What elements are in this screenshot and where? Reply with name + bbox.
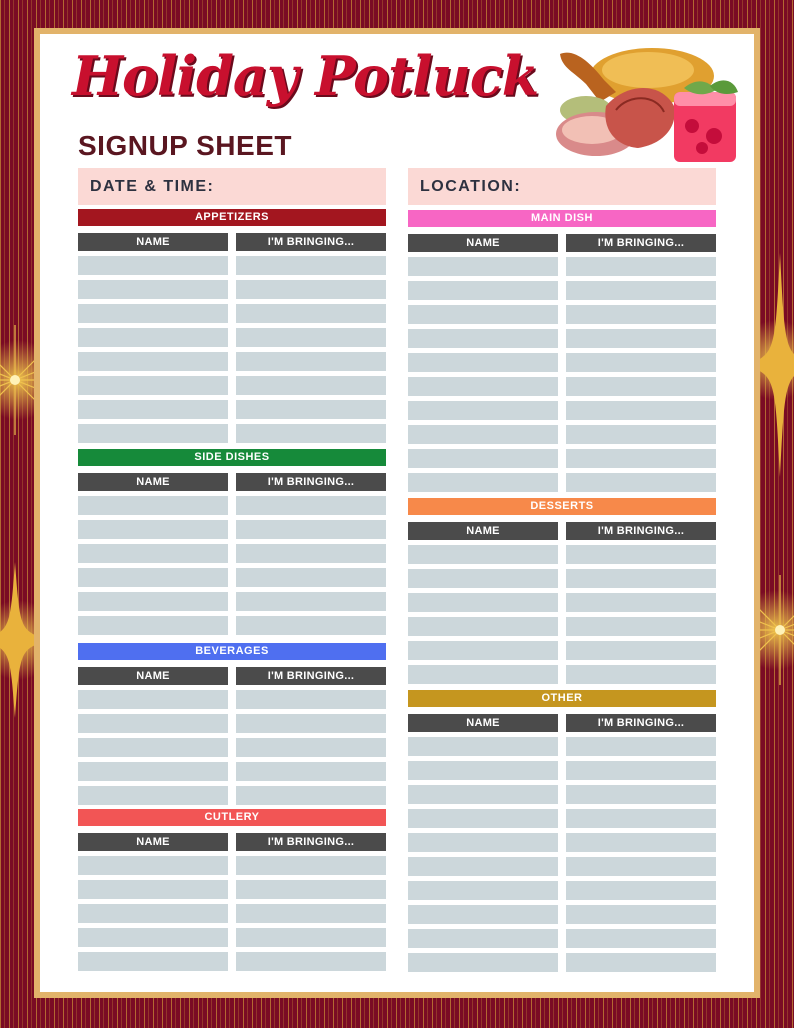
- name-cell: [78, 786, 228, 805]
- signup-row: [408, 761, 716, 780]
- name-input[interactable]: [408, 764, 558, 783]
- signup-row: [408, 329, 716, 348]
- bringing-input[interactable]: [236, 595, 386, 614]
- name-input[interactable]: [408, 596, 558, 615]
- column-headers: [408, 234, 716, 252]
- name-cell: [408, 665, 558, 684]
- name-cell: [78, 304, 228, 323]
- bringing-input[interactable]: [566, 812, 716, 831]
- name-input[interactable]: [78, 595, 228, 614]
- bringing-cell: [566, 857, 716, 876]
- name-input[interactable]: [78, 259, 228, 278]
- name-input[interactable]: [78, 765, 228, 784]
- name-cell: [78, 544, 228, 563]
- column-headers: [78, 833, 386, 851]
- bringing-input[interactable]: [236, 619, 386, 638]
- signup-row: [78, 424, 386, 443]
- other-rows: [408, 737, 716, 972]
- page-title: Holiday Potluck: [72, 44, 539, 108]
- main-dish-header: MAIN DISH: [408, 210, 716, 227]
- column-headers: [408, 714, 716, 732]
- name-cell: [408, 257, 558, 276]
- signup-row: [408, 881, 716, 900]
- name-cell: [408, 545, 558, 564]
- bringing-cell: [236, 592, 386, 611]
- bringing-input[interactable]: [236, 379, 386, 398]
- side-dishes-header: SIDE DISHES: [78, 449, 386, 466]
- name-input[interactable]: [78, 283, 228, 302]
- column-headers: [78, 473, 386, 491]
- name-input[interactable]: [408, 356, 558, 375]
- page-subtitle: SIGNUP SHEET: [78, 130, 292, 161]
- name-cell: [408, 953, 558, 972]
- appetizers-header: APPETIZERS: [78, 209, 386, 226]
- bringing-input[interactable]: [566, 332, 716, 351]
- bringing-cell: [566, 809, 716, 828]
- bringing-cell: [566, 353, 716, 372]
- name-input[interactable]: [408, 308, 558, 327]
- bringing-input[interactable]: [566, 644, 716, 663]
- bringing-input[interactable]: [566, 428, 716, 447]
- bringing-input[interactable]: [236, 859, 386, 878]
- bringing-cell: [236, 304, 386, 323]
- bringing-input[interactable]: [566, 596, 716, 615]
- signup-row: [78, 280, 386, 299]
- signup-row: [78, 856, 386, 875]
- bringing-input[interactable]: [566, 452, 716, 471]
- cutlery-header: CUTLERY: [78, 809, 386, 826]
- bringing-input[interactable]: [566, 956, 716, 975]
- bringing-input[interactable]: [566, 284, 716, 303]
- bringing-input[interactable]: [236, 931, 386, 950]
- name-cell: [408, 329, 558, 348]
- bringing-input[interactable]: [566, 668, 716, 687]
- name-cell: [78, 376, 228, 395]
- name-cell: [78, 352, 228, 371]
- signup-row: [78, 714, 386, 733]
- signup-row: [408, 857, 716, 876]
- name-cell: [408, 857, 558, 876]
- name-input[interactable]: [78, 955, 228, 974]
- bringing-input[interactable]: [236, 355, 386, 374]
- bringing-cell: [566, 641, 716, 660]
- name-cell: [78, 952, 228, 971]
- bringing-cell: [566, 473, 716, 492]
- name-cell: [408, 377, 558, 396]
- other-header: OTHER: [408, 690, 716, 707]
- name-cell: [78, 714, 228, 733]
- desserts-rows: [408, 545, 716, 684]
- bringing-cell: [566, 785, 716, 804]
- name-input[interactable]: [408, 428, 558, 447]
- signup-row: [78, 544, 386, 563]
- signup-row: [78, 904, 386, 923]
- name-input[interactable]: [408, 740, 558, 759]
- name-cell: [78, 424, 228, 443]
- date-time-field[interactable]: DATE & TIME:: [78, 168, 386, 205]
- column-headers: [78, 667, 386, 685]
- name-input[interactable]: [408, 836, 558, 855]
- location-field[interactable]: LOCATION:: [408, 168, 716, 205]
- section-other: [408, 690, 716, 977]
- signup-row: [408, 785, 716, 804]
- bringing-cell: [236, 616, 386, 635]
- name-input[interactable]: [408, 956, 558, 975]
- name-cell: [78, 616, 228, 635]
- bringing-input[interactable]: [236, 693, 386, 712]
- bringing-input[interactable]: [566, 860, 716, 879]
- name-cell: [78, 568, 228, 587]
- name-input[interactable]: [78, 355, 228, 374]
- signup-row: [408, 545, 716, 564]
- bringing-input[interactable]: [236, 955, 386, 974]
- column-headers: [78, 233, 386, 251]
- signup-row: [408, 617, 716, 636]
- beverages-header: BEVERAGES: [78, 643, 386, 660]
- name-input[interactable]: [408, 476, 558, 495]
- name-cell: [78, 400, 228, 419]
- column-header-bringing: I'M BRINGING...: [236, 473, 386, 491]
- bringing-cell: [566, 833, 716, 852]
- name-cell: [78, 856, 228, 875]
- name-cell: [408, 425, 558, 444]
- signup-row: [408, 593, 716, 612]
- bringing-cell: [236, 568, 386, 587]
- signup-row: [78, 256, 386, 275]
- bringing-cell: [236, 280, 386, 299]
- bringing-cell: [566, 593, 716, 612]
- column-header-name: NAME: [408, 714, 558, 732]
- bringing-input[interactable]: [566, 380, 716, 399]
- bringing-input[interactable]: [566, 308, 716, 327]
- name-input[interactable]: [408, 332, 558, 351]
- signup-row: [408, 401, 716, 420]
- name-cell: [78, 520, 228, 539]
- name-input[interactable]: [78, 499, 228, 518]
- name-cell: [408, 449, 558, 468]
- signup-row: [78, 690, 386, 709]
- signup-row: [78, 762, 386, 781]
- name-cell: [78, 280, 228, 299]
- bringing-input[interactable]: [236, 547, 386, 566]
- name-input[interactable]: [408, 644, 558, 663]
- signup-row: [408, 473, 716, 492]
- signup-row: [408, 377, 716, 396]
- bringing-input[interactable]: [566, 764, 716, 783]
- bringing-cell: [566, 281, 716, 300]
- bringing-cell: [236, 256, 386, 275]
- bringing-cell: [236, 496, 386, 515]
- name-input[interactable]: [408, 284, 558, 303]
- bringing-cell: [236, 786, 386, 805]
- signup-row: [78, 928, 386, 947]
- bringing-input[interactable]: [566, 260, 716, 279]
- signup-row: [78, 738, 386, 757]
- name-input[interactable]: [408, 620, 558, 639]
- name-input[interactable]: [78, 403, 228, 422]
- name-input[interactable]: [408, 860, 558, 879]
- section-cutlery: [78, 809, 386, 976]
- bringing-cell: [566, 665, 716, 684]
- name-input[interactable]: [78, 693, 228, 712]
- name-input[interactable]: [408, 932, 558, 951]
- name-cell: [408, 905, 558, 924]
- name-cell: [78, 880, 228, 899]
- signup-row: [78, 352, 386, 371]
- name-cell: [408, 641, 558, 660]
- name-input[interactable]: [78, 907, 228, 926]
- bringing-cell: [236, 880, 386, 899]
- bringing-cell: [566, 881, 716, 900]
- bringing-input[interactable]: [236, 331, 386, 350]
- name-cell: [78, 928, 228, 947]
- bringing-cell: [566, 761, 716, 780]
- bringing-cell: [236, 690, 386, 709]
- bringing-cell: [236, 904, 386, 923]
- bringing-cell: [566, 953, 716, 972]
- signup-row: [78, 304, 386, 323]
- signup-row: [408, 449, 716, 468]
- name-cell: [408, 281, 558, 300]
- name-cell: [408, 617, 558, 636]
- bringing-input[interactable]: [236, 259, 386, 278]
- bringing-input[interactable]: [236, 403, 386, 422]
- section-beverages: [78, 643, 386, 810]
- bringing-input[interactable]: [566, 740, 716, 759]
- name-cell: [78, 690, 228, 709]
- signup-row: [408, 305, 716, 324]
- bringing-input[interactable]: [566, 572, 716, 591]
- bringing-input[interactable]: [236, 789, 386, 808]
- name-cell: [408, 737, 558, 756]
- desserts-header: DESSERTS: [408, 498, 716, 515]
- bringing-cell: [236, 952, 386, 971]
- name-input[interactable]: [78, 547, 228, 566]
- bringing-input[interactable]: [236, 765, 386, 784]
- bringing-cell: [236, 328, 386, 347]
- name-cell: [78, 256, 228, 275]
- bringing-cell: [566, 257, 716, 276]
- bringing-input[interactable]: [236, 307, 386, 326]
- signup-row: [408, 569, 716, 588]
- signup-row: [408, 953, 716, 972]
- name-cell: [408, 569, 558, 588]
- name-input[interactable]: [78, 741, 228, 760]
- name-cell: [408, 881, 558, 900]
- name-input[interactable]: [78, 331, 228, 350]
- name-input[interactable]: [408, 404, 558, 423]
- side-dishes-rows: [78, 496, 386, 635]
- name-cell: [78, 904, 228, 923]
- main-dish-rows: [408, 257, 716, 492]
- name-input[interactable]: [78, 883, 228, 902]
- signup-row: [78, 786, 386, 805]
- name-input[interactable]: [78, 379, 228, 398]
- bringing-input[interactable]: [236, 883, 386, 902]
- bringing-cell: [566, 905, 716, 924]
- column-header-name: NAME: [408, 522, 558, 540]
- column-header-bringing: I'M BRINGING...: [566, 522, 716, 540]
- signup-row: [408, 281, 716, 300]
- signup-row: [408, 809, 716, 828]
- name-input[interactable]: [408, 788, 558, 807]
- signup-row: [78, 376, 386, 395]
- bringing-input[interactable]: [236, 283, 386, 302]
- name-input[interactable]: [408, 668, 558, 687]
- bringing-cell: [566, 401, 716, 420]
- name-input[interactable]: [78, 619, 228, 638]
- bringing-input[interactable]: [236, 523, 386, 542]
- signup-row: [78, 592, 386, 611]
- name-input[interactable]: [408, 572, 558, 591]
- bringing-cell: [566, 329, 716, 348]
- name-input[interactable]: [408, 452, 558, 471]
- bringing-cell: [566, 617, 716, 636]
- signup-row: [408, 665, 716, 684]
- signup-row: [408, 833, 716, 852]
- bringing-input[interactable]: [566, 788, 716, 807]
- section-appetizers: [78, 209, 386, 448]
- name-cell: [78, 496, 228, 515]
- signup-row: [408, 257, 716, 276]
- name-cell: [408, 401, 558, 420]
- column-header-name: NAME: [78, 233, 228, 251]
- name-cell: [408, 833, 558, 852]
- bringing-input[interactable]: [236, 741, 386, 760]
- column-header-bringing: I'M BRINGING...: [236, 667, 386, 685]
- name-input[interactable]: [78, 931, 228, 950]
- bringing-cell: [566, 305, 716, 324]
- name-cell: [78, 592, 228, 611]
- column-header-bringing: I'M BRINGING...: [566, 234, 716, 252]
- name-input[interactable]: [408, 812, 558, 831]
- signup-row: [408, 737, 716, 756]
- bringing-input[interactable]: [566, 884, 716, 903]
- name-input[interactable]: [408, 884, 558, 903]
- bringing-cell: [236, 376, 386, 395]
- signup-row: [408, 929, 716, 948]
- signup-row: [78, 496, 386, 515]
- signup-row: [408, 641, 716, 660]
- bringing-cell: [236, 714, 386, 733]
- name-cell: [408, 785, 558, 804]
- column-headers: [408, 522, 716, 540]
- column-header-bringing: I'M BRINGING...: [566, 714, 716, 732]
- name-cell: [78, 328, 228, 347]
- signup-sheet: [34, 28, 760, 998]
- bringing-cell: [566, 569, 716, 588]
- bringing-input[interactable]: [566, 908, 716, 927]
- bringing-cell: [566, 737, 716, 756]
- bringing-cell: [236, 400, 386, 419]
- name-input[interactable]: [408, 548, 558, 567]
- name-cell: [408, 353, 558, 372]
- name-input[interactable]: [78, 859, 228, 878]
- name-input[interactable]: [408, 908, 558, 927]
- signup-row: [408, 905, 716, 924]
- name-cell: [408, 593, 558, 612]
- bringing-cell: [236, 544, 386, 563]
- bringing-cell: [236, 424, 386, 443]
- name-cell: [408, 929, 558, 948]
- name-input[interactable]: [408, 260, 558, 279]
- column-header-bringing: I'M BRINGING...: [236, 833, 386, 851]
- section-desserts: [408, 498, 716, 689]
- section-main-dish: [408, 210, 716, 497]
- column-header-bringing: I'M BRINGING...: [236, 233, 386, 251]
- name-cell: [408, 761, 558, 780]
- name-input[interactable]: [408, 380, 558, 399]
- bringing-input[interactable]: [566, 836, 716, 855]
- bringing-input[interactable]: [236, 717, 386, 736]
- bringing-input[interactable]: [236, 499, 386, 518]
- beverages-rows: [78, 690, 386, 805]
- bringing-input[interactable]: [236, 571, 386, 590]
- bringing-input[interactable]: [566, 476, 716, 495]
- signup-row: [408, 353, 716, 372]
- bringing-cell: [566, 929, 716, 948]
- bringing-cell: [566, 449, 716, 468]
- name-cell: [408, 809, 558, 828]
- bringing-cell: [236, 928, 386, 947]
- cutlery-rows: [78, 856, 386, 971]
- signup-row: [78, 400, 386, 419]
- column-header-name: NAME: [78, 833, 228, 851]
- bringing-cell: [236, 738, 386, 757]
- bringing-input[interactable]: [566, 356, 716, 375]
- signup-row: [408, 425, 716, 444]
- signup-row: [78, 616, 386, 635]
- name-input[interactable]: [78, 789, 228, 808]
- name-cell: [408, 473, 558, 492]
- name-cell: [408, 305, 558, 324]
- signup-row: [78, 328, 386, 347]
- signup-row: [78, 880, 386, 899]
- bringing-cell: [236, 762, 386, 781]
- signup-row: [78, 568, 386, 587]
- name-input[interactable]: [78, 571, 228, 590]
- roast-turkey-ham-cranberry-drink-illustration: [556, 40, 752, 164]
- bringing-input[interactable]: [566, 620, 716, 639]
- bringing-input[interactable]: [236, 427, 386, 446]
- bringing-cell: [566, 425, 716, 444]
- section-side-dishes: [78, 449, 386, 640]
- name-input[interactable]: [78, 523, 228, 542]
- name-input[interactable]: [78, 717, 228, 736]
- name-cell: [78, 762, 228, 781]
- signup-row: [78, 952, 386, 971]
- name-cell: [78, 738, 228, 757]
- name-input[interactable]: [78, 427, 228, 446]
- column-header-name: NAME: [78, 667, 228, 685]
- name-input[interactable]: [78, 307, 228, 326]
- appetizers-rows: [78, 256, 386, 443]
- bringing-cell: [236, 352, 386, 371]
- column-header-name: NAME: [408, 234, 558, 252]
- column-header-name: NAME: [78, 473, 228, 491]
- bringing-cell: [566, 377, 716, 396]
- bringing-input[interactable]: [566, 932, 716, 951]
- bringing-cell: [236, 520, 386, 539]
- bringing-input[interactable]: [236, 907, 386, 926]
- bringing-input[interactable]: [566, 404, 716, 423]
- bringing-input[interactable]: [566, 548, 716, 567]
- bringing-cell: [236, 856, 386, 875]
- bringing-cell: [566, 545, 716, 564]
- signup-row: [78, 520, 386, 539]
